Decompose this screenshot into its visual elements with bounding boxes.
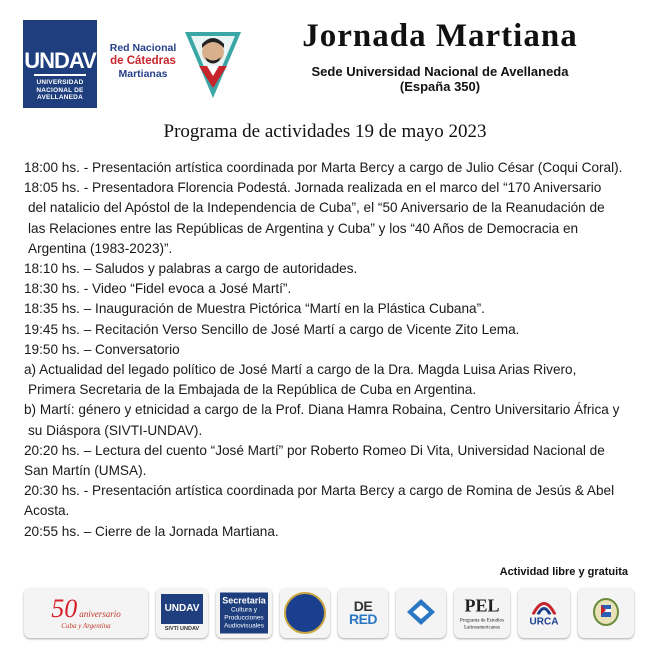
sivti-undav-mark: UNDAV [161, 594, 203, 624]
undav-logo-underline [34, 74, 86, 76]
marti-portrait-icon [183, 26, 243, 100]
urca-mark: URCA [529, 616, 559, 628]
program-line: 20:55 hs. – Cierre de la Jornada Martiana. [24, 523, 279, 539]
event-title: Jornada Martiana [302, 18, 578, 54]
red-logo-line-3: Martianas [118, 68, 168, 80]
secretaria-lines: Cultura y Producciones Audiovisuales [223, 606, 265, 630]
venue-address: (España 350) [399, 79, 481, 94]
program-line: a) Actualidad del legado político de José Martí a cargo de la Dra. Magda Luisa Arias Rivero, [24, 362, 577, 378]
free-admission-note: Actividad libre y gratuita [499, 566, 628, 578]
anniversary-number: 50 [51, 594, 78, 623]
program-line: 18:05 hs. - Presentadora Florencia Podestá. Jornada realizada en el marco del “170 Aniversario [24, 180, 602, 196]
pel-logo [454, 588, 510, 638]
program-line: 20:30 hs. - Presentación artística coordinada por Marta Bercy a cargo de Romina de Jesús & Abel [24, 483, 615, 499]
venue [250, 64, 630, 94]
pel-text: Programa de Estudios Latinoamericanos [460, 618, 504, 631]
solidarity-group-logo [396, 588, 446, 638]
program-line: b) Martí: género y etnicidad a cargo de la Prof. Diana Hamra Robaina, Centro Universitario África y [24, 402, 620, 418]
program-line: 18:30 hs. - Video “Fidel evoca a José Martí”. [24, 281, 292, 297]
sivti-undav-label: SIVTI UNDAV [164, 626, 200, 632]
program-line: 19:50 hs. – Conversatorio [24, 341, 180, 357]
embassy-seal-logo [280, 588, 330, 638]
urca-arch-icon [531, 599, 557, 615]
anniversary-sub: Cuba y Argentina [61, 622, 111, 630]
program-line: Argentina (1983-2023)”. [28, 240, 173, 256]
venue-name: Sede Universidad Nacional de Avellaneda [311, 64, 569, 79]
fifty-anniversary-logo [24, 588, 148, 638]
program-line: San Martín (UMSA). [24, 463, 147, 479]
red-logo-line-2: de Cátedras [110, 55, 176, 67]
program-line: su Diáspora (SIVTI-UNDAV). [28, 422, 203, 438]
urca-logo [518, 588, 570, 638]
sivti-undav-logo [156, 588, 208, 638]
diamond-icon [406, 598, 436, 626]
coat-of-arms-icon [589, 597, 623, 627]
program-line: 18:10 hs. – Saludos y palabras a cargo de autoridades. [24, 261, 358, 277]
pel-mark: PEL [464, 595, 500, 616]
dered-logo-bottom: RED [348, 611, 378, 627]
cuban-embassy-logo [578, 588, 634, 638]
undav-logo-line-1: UNIVERSIDAD [36, 79, 84, 86]
program-subtitle: Programa de actividades 19 de mayo 2023 [163, 121, 487, 142]
red-catedras-martianas-logo [103, 38, 243, 100]
undav-logo [23, 20, 97, 108]
anniversary-text: aniversario [79, 609, 121, 619]
program-line: del natalicio del Apóstol de la Independencia de Cuba”, el “50 Aniversario de la Reanudación de [28, 200, 605, 216]
undav-logo-line-2: NACIONAL DE [36, 86, 84, 94]
program-line: las Relaciones entre las Repúblicas de Argentina y Cuba” y los “40 Años de Democracia en [28, 220, 579, 236]
undav-logo-line-3: AVELLANEDA [37, 94, 83, 101]
seal-icon [284, 592, 326, 634]
program-line: 18:00 hs. - Presentación artística coordinada por Marta Bercy a cargo de Julio César (Coqui Coral). [24, 160, 623, 175]
program-line: 18:35 hs. – Inauguración de Muestra Pictórica “Martí en la Plástica Cubana”. [24, 301, 485, 317]
secretaria-cultura-logo [216, 588, 272, 638]
program-line: Primera Secretaria de la Embajada de la República de Cuba en Argentina. [28, 382, 477, 398]
red-logo-line-1: Red Nacional [109, 42, 177, 54]
program-line: Acosta. [24, 503, 70, 519]
program-line: 19:45 hs. – Recitación Verso Sencillo de José Martí a cargo de Vicente Zito Lema. [24, 321, 520, 337]
sponsor-logos [24, 588, 634, 642]
program-list [24, 158, 634, 542]
program-line: 20:20 hs. – Lectura del cuento “José Martí” por Roberto Romeo Di Vita, Universidad Nacional de [24, 442, 605, 458]
dered-logo [338, 588, 388, 638]
dered-logo-top: DE [353, 598, 373, 614]
undav-logo-mark: UNDAV [24, 48, 96, 73]
secretaria-title: Secretaría [222, 595, 266, 606]
